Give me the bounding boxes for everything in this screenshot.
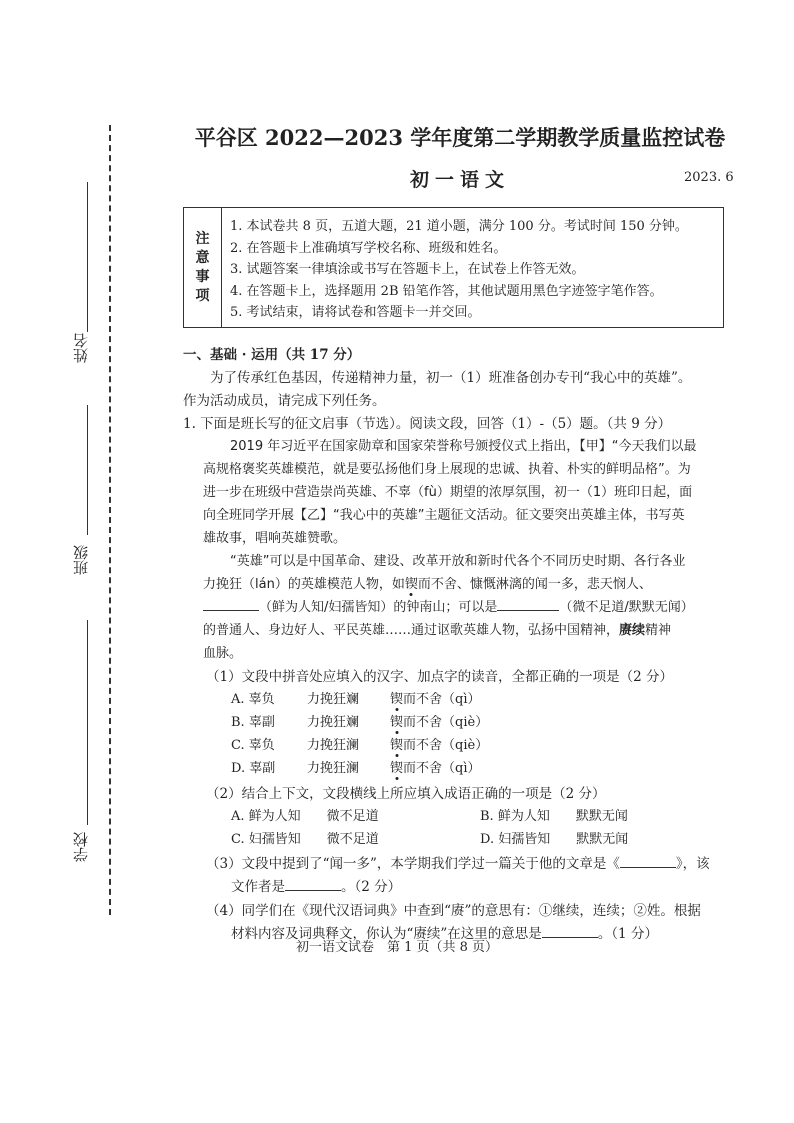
passage-line: 2019 年习近平在国家勋章和国家荣誉称号颁授仪式上指出，【甲】“今天我们以最 (230, 439, 697, 454)
sub-question-1: （1）文段中拼音处应填入的汉字、加点字的读音，全都正确的一项是（2 分） (206, 669, 673, 685)
option-a-col1: A. 辜负 (231, 692, 275, 707)
name-line (87, 182, 88, 332)
option-d-col3: 锲而不舍（qì） (390, 761, 481, 776)
notice-item: 5. 考试结束，请将试卷和答题卡一并交回。 (230, 305, 481, 320)
option-d-col2: 力挽狂澜 (307, 761, 360, 776)
notice-box (183, 207, 724, 328)
option-b-col2: 力挽狂斓 (307, 715, 360, 730)
passage-line: 的普通人、身边好人、平民英雄……通过讴歌英雄人物，弘扬中国精神，赓续精神 (203, 623, 672, 638)
passage-line: （鲜为人知/妇孺皆知）的钟南山；可以是 （微不足道/默默无闻） (203, 596, 694, 615)
option-c: C. 妇孺皆知 微不足道 (231, 832, 379, 847)
sub-question-3-cont: 文作者是 。（2 分） (231, 879, 402, 895)
passage-line: “英雄”可以是中国革命、建设、改革开放和新时代各个不同历史时期、各行各业 (230, 554, 686, 569)
section-heading: 一、基础 · 运用（共 17 分） (183, 347, 361, 363)
notice-heading: 注 意 事 项 (184, 208, 222, 327)
blank-line (285, 878, 341, 891)
sub-question-4: （4）同学们在《现代汉语词典》中查到“赓”的意思有：①继续，连续；②姓。根据 (206, 903, 701, 919)
option-a-col2: 力挽狂斓 (307, 692, 360, 707)
passage-line: 向全班同学开展【乙】“我心中的英雄”主题征文活动。征文要突出英雄主体，书写英 (203, 508, 685, 523)
exam-date: 2023. 6 (684, 170, 734, 185)
notice-item: 3. 试题答案一律填涂或书写在答题卡上，在试卷上作答无效。 (230, 262, 585, 277)
sub-question-3: （3）文段中提到了“闻一多”，本学期我们学过一篇关于他的文章是《 》，该 (206, 856, 710, 872)
option-c-col3: 锲而不舍（qiè） (390, 738, 489, 753)
blank-line (620, 855, 676, 868)
option-c-col1: C. 辜负 (231, 738, 275, 753)
passage-line: 高规格褒奖英雄模范，就是要弘扬他们身上展现的忠诚、执着、朴实的鲜明品格”。为 (203, 462, 691, 477)
question-1: 1. 下面是班长写的征文启事（节选）。阅读文段，回答（1）-（5）题。（共 9 分） (183, 416, 672, 432)
notice-list (230, 216, 688, 324)
option-b-col3: 锲而不舍（qiè） (390, 715, 489, 730)
option-b: B. 鲜为人知 默默无闻 (480, 809, 628, 824)
name-label: 姓名 (72, 333, 90, 363)
option-b-col1: B. 辜副 (231, 715, 275, 730)
dotted-char: 锲 (404, 577, 418, 592)
passage-line: 雄故事，唱响英雄赞歌。 (203, 531, 347, 546)
notice-item: 1. 本试卷共 8 页，五道大题，21 道小题，满分 100 分。考试时间 150 分钟。 (230, 219, 688, 234)
passage-line: 进一步在班级中营造崇尚英雄、不辜（fù）期望的浓厚氛围，初一（1）班印日起，面 (203, 485, 693, 500)
school-label: 学校 (72, 832, 90, 862)
class-line (87, 405, 88, 535)
sub-question-4-cont: 材料内容及词典释文，你认为“赓续”在这里的意思是 。（1 分） (231, 926, 658, 942)
notice-item: 4. 在答题卡上，选择题用 2B 铅笔作答，其他试题用黑色字迹签字笔作答。 (230, 283, 663, 299)
option-c-col2: 力挽狂澜 (307, 738, 360, 753)
blank-line (497, 598, 559, 611)
option-d: D. 妇孺皆知 默默无闻 (480, 832, 629, 847)
option-a: A. 鲜为人知 微不足道 (231, 809, 379, 824)
option-a-col3: 锲而不舍（qì） (390, 692, 481, 707)
passage-line: 力挽狂（lán）的英雄模范人物，如锲而不舍、慷慨淋漓的闻一多，悲天悯人、 (203, 577, 652, 592)
class-label: 班级 (72, 545, 90, 575)
page-footer: 初一语文试卷 第 1 页（共 8 页） (295, 940, 499, 955)
exam-title: 平谷区 2022—2023 学年度第二学期教学质量监控试卷 (194, 125, 726, 150)
school-line (87, 620, 88, 825)
blank-line (203, 598, 259, 611)
notice-item: 2. 在答题卡上准确填写学校名称、班级和姓名。 (230, 240, 507, 256)
passage-line: 血脉。 (203, 646, 243, 661)
option-d-col1: D. 辜副 (231, 761, 276, 776)
binding-dashed-line (109, 125, 111, 915)
sub-question-2: （2）结合上下文，文段横线上所应填入成语正确的一项是（2 分） (206, 786, 606, 802)
exam-subject: 初一语文 (409, 169, 510, 191)
intro-line: 为了传承红色基因，传递精神力量，初一（1）班准备创办专刊“我心中的英雄”。 (210, 370, 692, 386)
intro-line: 作为活动成员，请完成下列任务。 (183, 393, 386, 409)
